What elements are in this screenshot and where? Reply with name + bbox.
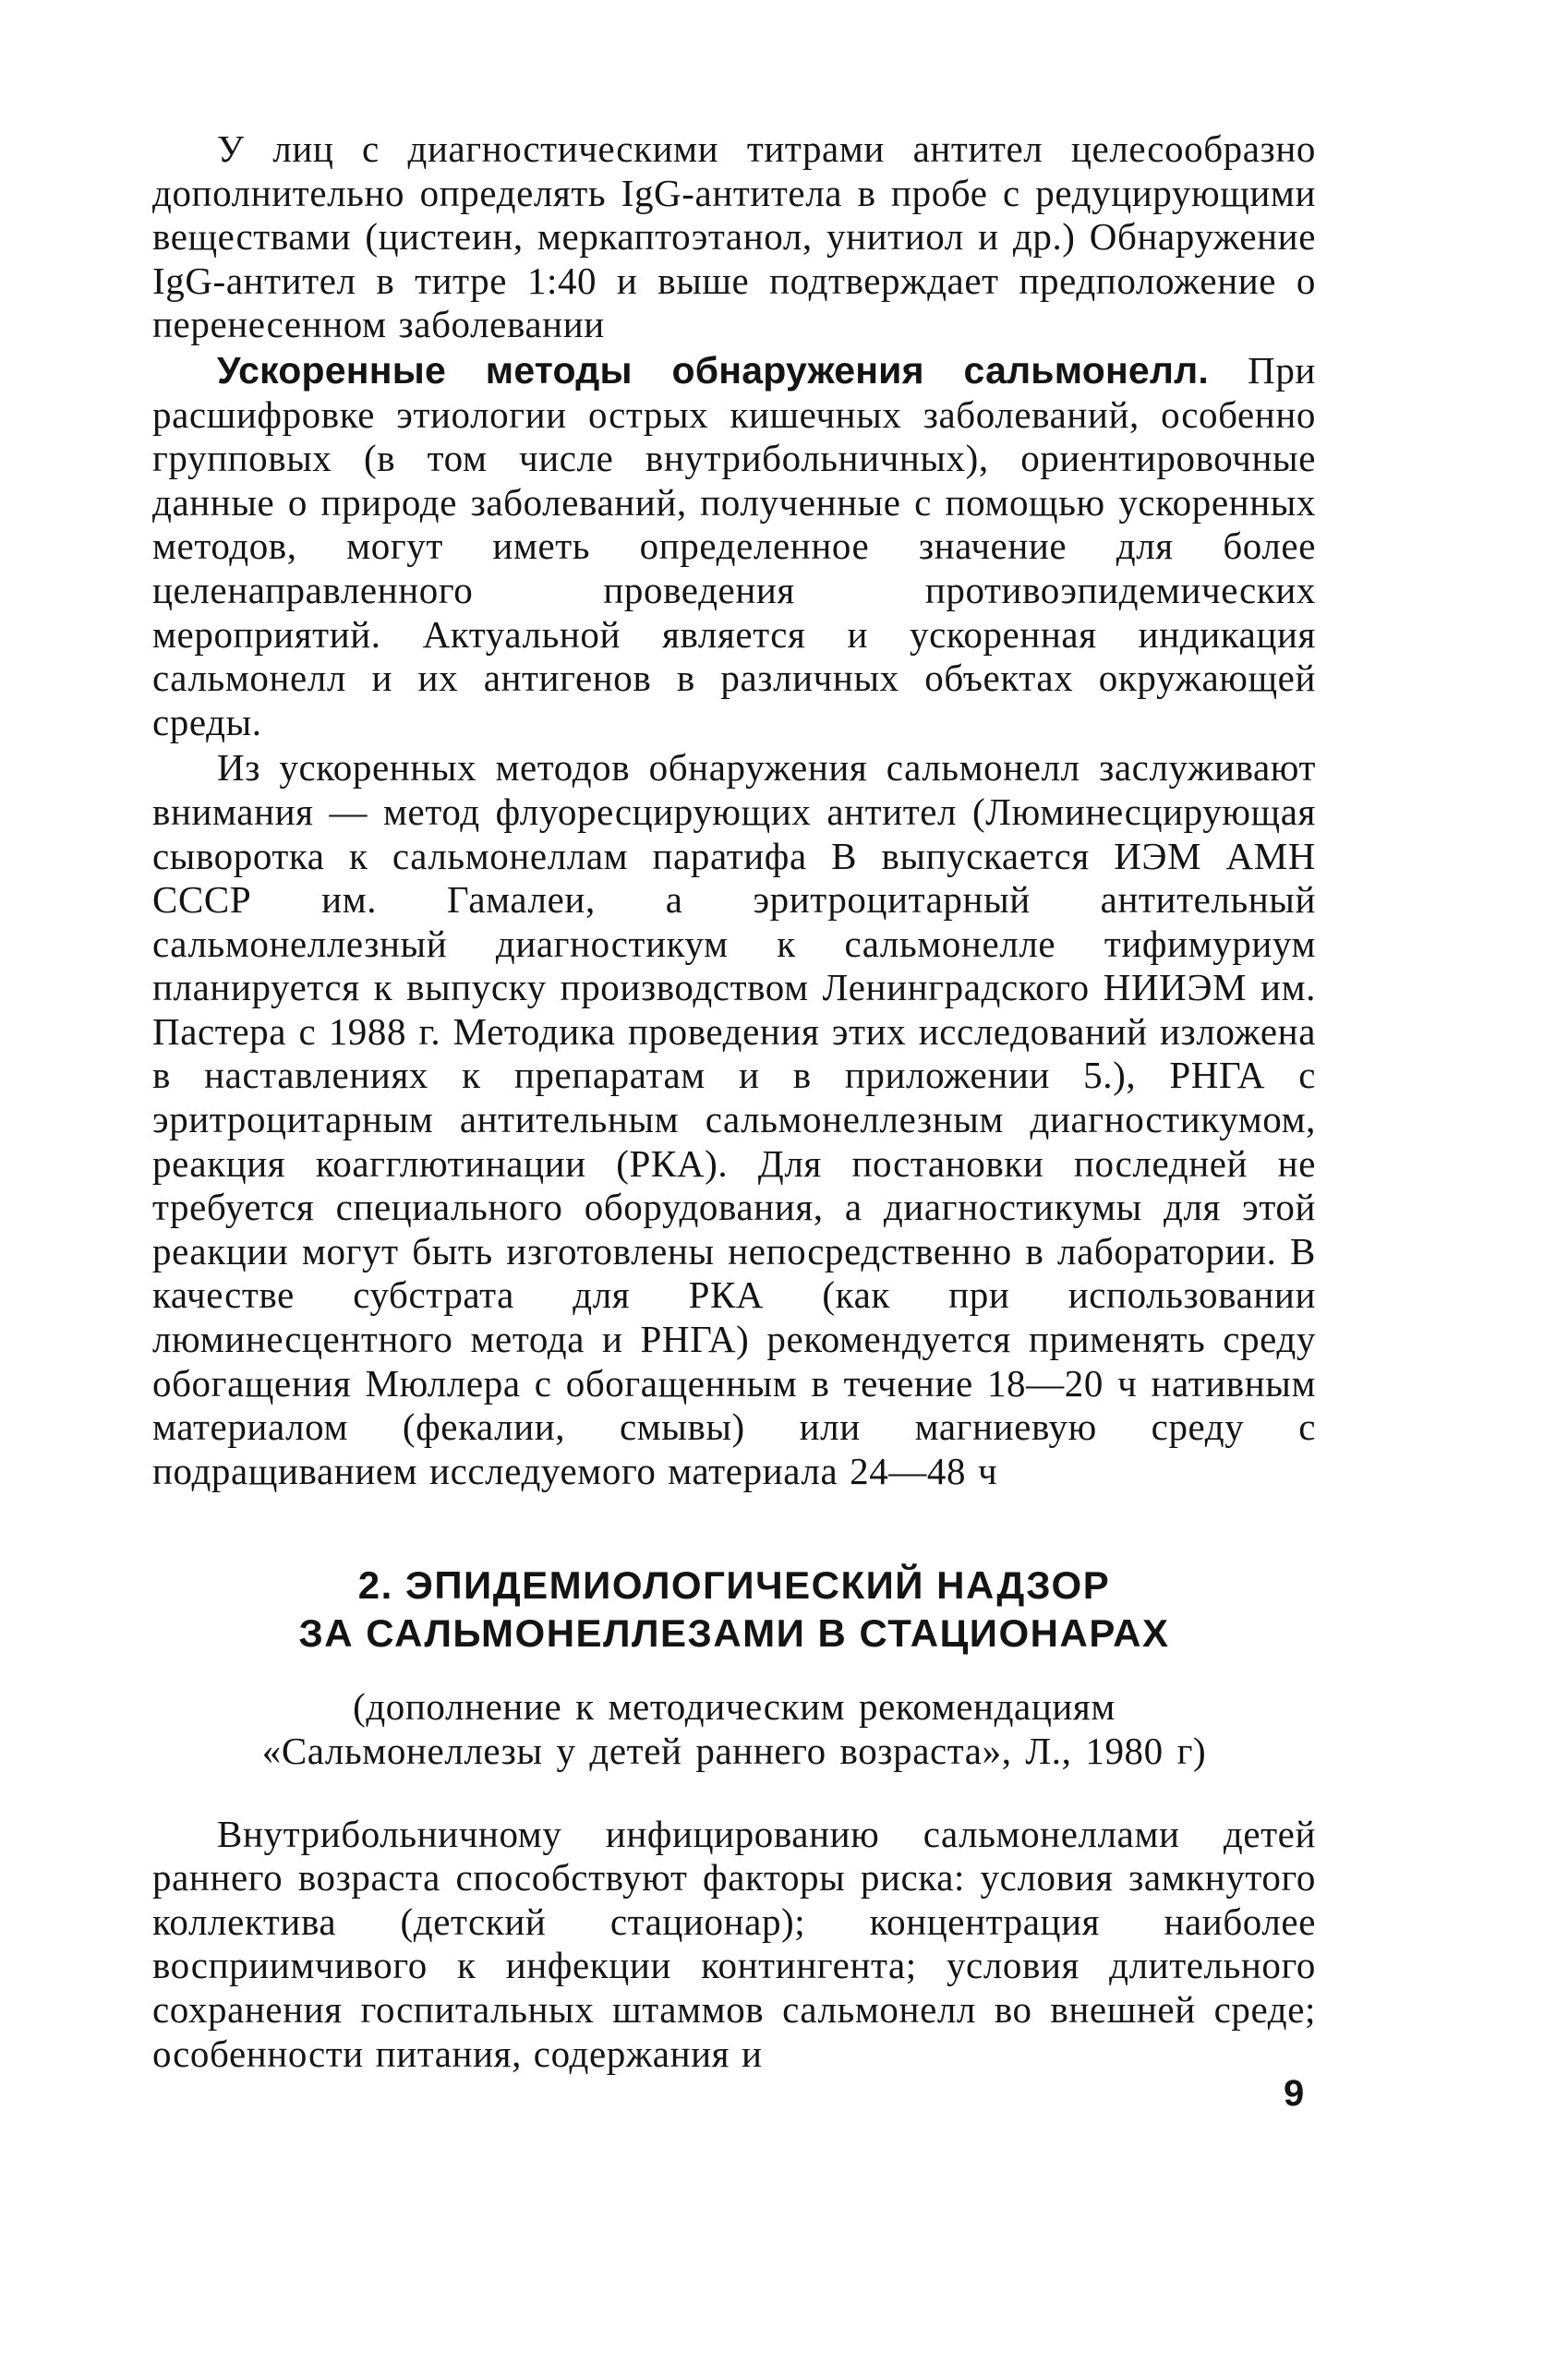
section-subtitle: [152, 1685, 1316, 1773]
paragraph-text: Внутрибольничному инфицированию сальмонеллами детей раннего возраста способствуют факторы риска: условия замкнутого коллектива (детский стационар); концентрация наиболее восприимчивого к инфекции контингента; условия длительного сохранения госпитальных штаммов сальмонелл во внешней среде; особенности питания, содержания и: [152, 1812, 1316, 2075]
section-heading-line-1: 2. ЭПИДЕМИОЛОГИЧЕСКИЙ НАДЗОР: [357, 1563, 1111, 1608]
paragraph-risk-factors: [152, 1813, 1316, 2077]
section-heading: [152, 1562, 1316, 1658]
paragraph-igg-antibodies: [152, 127, 1316, 347]
paragraph-text: Из ускоренных методов обнаружения сальмонелл заслуживают внимания — метод флуоресцирующих антител (Люминесцирующая сыворотка к сальмонеллам паратифа В выпускается ИЭМ АМН СССР им. Гамалеи, а эритроцитарный антительный сальмонеллезный диагностикум к сальмонелле тифимуриум планируется к выпуску производством Ленинградского НИИЭМ им. Пастера с 1988 г. Методика проведения этих исследований изложена в наставлениях к препаратам и в приложении 5.), РНГА с эритроцитарным антительным сальмонеллезным диагностикумом, реакция коагглютинации (РКА). Для постановки последней не требуется специального оборудования, а диагностикумы для этой реакции могут быть изготовлены непосредственно в лаборатории. В качестве субстрата для РКА (как при использовании люминесцентного метода и РНГА) рекомендуется применять среду обогащения Мюллера с обогащенным в течение 18—20 ч нативным материалом (фекалии, смывы) или магниевую среду с подращиванием исследуемого материала 24—48 ч: [152, 746, 1316, 1492]
section-subtitle-line-1: (дополнение к методическим рекомендациям: [353, 1685, 1116, 1729]
paragraph-runin-heading: Ускоренные методы обнаружения сальмонелл.: [217, 348, 1209, 392]
paragraph-text: У лиц с диагностическими титрами антител целесообразно дополнительно определять IgG-антитела в пробе с редуцирующими веществами (цистеин, меркаптоэтанол, унитиол и др.) Обнаружение IgG-антител в титре 1:40 и выше подтверждает предположение о перенесенном заболевании: [152, 127, 1316, 346]
paragraph-rapid-methods: [152, 349, 1316, 744]
paragraph-text: При расшифровке этиологии острых кишечных заболеваний, особенно групповых (в том числе внутрибольничных), ориентировочные данные о природе заболеваний, полученные с помощью ускоренных методов, могут иметь определенное значение для более целенаправленного проведения противоэпидемических мероприятий. Актуальной является и ускоренная индикация сальмонелл и их антигенов в различных объектах окружающей среды.: [152, 348, 1316, 743]
paragraph-fluorescent-methods: [152, 746, 1316, 1493]
page-number: 9: [1284, 2073, 1305, 2114]
section-heading-line-2: ЗА САЛЬМОНЕЛЛЕЗАМИ В СТАЦИОНАРАХ: [298, 1611, 1170, 1656]
text-column: [152, 127, 1316, 2076]
section-subtitle-line-2: «Сальмонеллезы у детей раннего возраста», Л., 1980 г): [261, 1730, 1207, 1772]
